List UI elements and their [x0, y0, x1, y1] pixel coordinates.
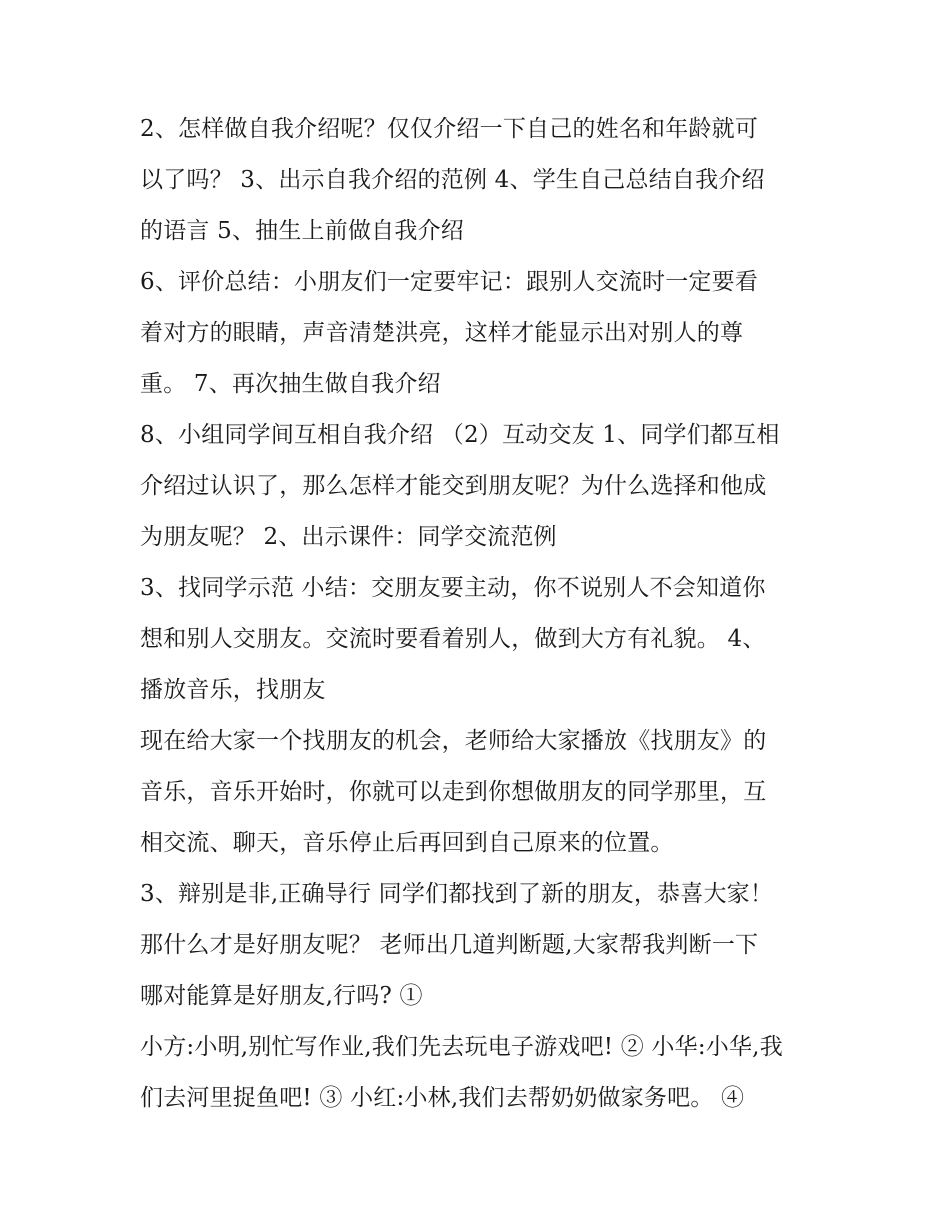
text-line: 音乐，音乐开始时，你就可以走到你想做朋友的同学那里，互: [140, 779, 767, 805]
text-line: 播放音乐，找朋友: [140, 677, 326, 703]
text-line: 哪对能算是好朋友,行吗? ①: [140, 983, 423, 1009]
text-line: 现在给大家一个找朋友的机会，老师给大家播放《找朋友》的: [140, 728, 767, 754]
text-line: 那什么才是好朋友呢？ 老师出几道判断题,大家帮我判断一下: [140, 932, 759, 958]
text-line: 相交流、聊天，音乐停止后再回到自己原来的位置。: [140, 830, 674, 856]
text-line: 小方:小明,别忙写作业,我们先去玩电子游戏吧! ② 小华:小华,我: [140, 1034, 783, 1060]
text-line: 着对方的眼睛，声音清楚洪亮，这样才能显示出对别人的尊: [140, 320, 744, 346]
text-line: 以了吗？ 3、出示自我介绍的范例 4、学生自己总结自我介绍: [140, 167, 765, 193]
text-line: 8、小组同学间互相自我介绍 （2）互动交友 1、同学们都互相: [140, 422, 780, 448]
text-line: 2、怎样做自我介绍呢？仅仅介绍一下自己的姓名和年龄就可: [140, 116, 759, 142]
text-line: 的语言 5、抽生上前做自我介绍: [140, 218, 464, 244]
text-line: 6、评价总结：小朋友们一定要牢记：跟别人交流时一定要看: [140, 269, 759, 295]
text-line: 为朋友呢？ 2、出示课件：同学交流范例: [140, 524, 557, 550]
document-body: [140, 104, 820, 1124]
text-line: 介绍过认识了，那么怎样才能交到朋友呢？为什么选择和他成: [140, 473, 767, 499]
text-line: 3、辩别是非,正确导行 同学们都找到了新的朋友，恭喜大家！: [140, 881, 774, 907]
text-line: 重。 7、再次抽生做自我介绍: [140, 371, 441, 397]
text-line: 们去河里捉鱼吧! ③ 小红:小林,我们去帮奶奶做家务吧。 ④: [140, 1085, 745, 1111]
text-line: 想和别人交朋友。交流时要看着别人，做到大方有礼貌。 4、: [140, 626, 766, 652]
text-line: 3、找同学示范 小结：交朋友要主动，你不说别人不会知道你: [140, 575, 766, 601]
